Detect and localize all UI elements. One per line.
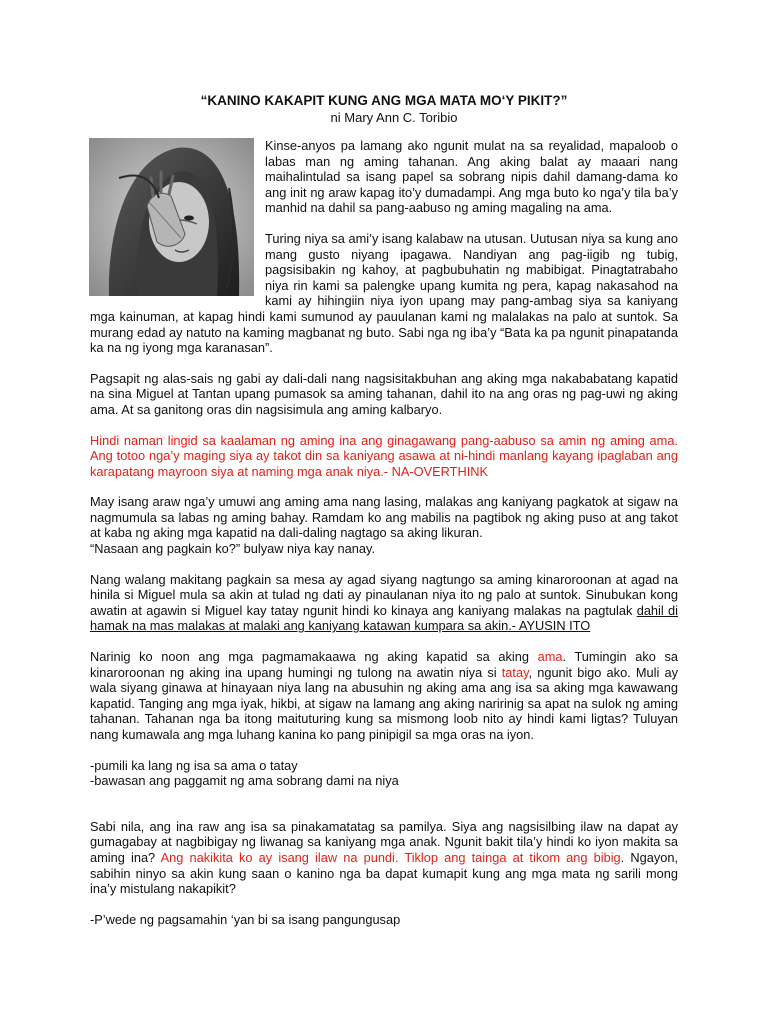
document-body xyxy=(90,138,678,927)
paragraph-3: Pagsapit ng alas-sais ng gabi ay dali-dali nang nagsisitakbuhan ang aking mga nakababatang kapatid na sina Miguel at Tantan upang pumasok sa aming tahanan, dahil ito na ang oras ng pag-uwi ng aking ama. At sa ganitong oras din nagsisimula ang aming kalbaryo. xyxy=(90,370,678,417)
paragraph-7-red-ama: ama xyxy=(537,649,563,665)
document-title: “KANINO KAKAPIT KUNG ANG MGA MATA MO‘Y PIKIT?” xyxy=(200,93,568,108)
spacer xyxy=(90,789,678,819)
paragraph-5-line-1: May isang araw nga’y umuwi ang aming ama nang lasing, malakas ang kaniyang pagkatok at sigaw na nagmumula sa labas ng aming bahay. Ramdam ko ang mabilis na pagtibok ng aking puso at ang takot at kaba ng aking mga kapatid na dali-daling nagtago sa aking likuran. xyxy=(90,494,678,541)
paragraph-7-red-tatay: tatay xyxy=(501,664,529,680)
document-author: ni Mary Ann C. Toribio xyxy=(330,110,458,125)
note-1: -pumili ka lang ng isa sa ama o tatay xyxy=(90,757,298,773)
woman-covering-face-illustration xyxy=(89,138,254,296)
paragraph-7-part-a: Narinig ko noon ang mga pagmamakaawa ng aking kapatid sa aking xyxy=(90,649,538,665)
paragraph-8 xyxy=(90,819,678,897)
paragraph-7 xyxy=(90,649,678,743)
illustration-icon xyxy=(89,138,254,296)
paragraph-1: Kinse-anyos pa lamang ako ngunit mulat na sa reyalidad, mapaloob o labas man ng aming tahanan. Ang aking balat ay maaari nang maihalintulad sa isang papel sa sobrang nipis dahil damang-dama ko ang init ng araw kapag ito’y dumadampi. Ang mga buto ko nga’y tila ba’y manhid na dahil sa pang-aabuso ng aming magaling na ama. xyxy=(265,138,678,216)
paragraph-6-underlined: dahil di hamak na mas malakas at malaki ang kaniyang katawan kumpara sa akin.- AYUSIN ITO xyxy=(90,602,678,634)
paragraph-5 xyxy=(90,494,678,556)
note-2: -bawasan ang paggamit ng ama sobrang dami na niya xyxy=(90,773,399,789)
paragraph-2: Turing niya sa ami’y isang kalabaw na utusan. Uutusan niya sa kung ano mang gusto niyang ipagawa. Nandiyan ang pag-iigib ng tubig, pagsisibakin ng kahoy, at pagbubuhatin ng mabibigat. Pinagtatrabaho niya rin kami sa palengke upang kumita ng pera, kapag nakasahod na kami ay hihingiin niya iyon upang may pang-ambag siya sa kaniyang mga kainuman, at kapag hindi kami sumunod ay pauulanan kami ng malalakas na palo at suntok. Sa murang edad ay natuto na kaming magbanat ng buto. Sabi nga ng iba’y “Bata ka pa ngunit pinapatanda ka na ng iyong mga karanasan”. xyxy=(90,230,678,356)
paragraph-7-part-b: . Tumingin ako sa kinaroroonan ng aking ina upang humingi ng tulong na awatin niya si xyxy=(90,649,678,680)
paragraph-8-part-a: Sabi nila, ang ina raw ang isa sa pinakamatatag sa pamilya. Siya ang nagsisilbing ilaw na dapat ay gumagabay at nagbibigay ng liwanag sa kaniyang mga anak. Ngunit bakit tila’y hindi ko iyon makita sa aming ina? xyxy=(90,818,678,865)
paragraph-8-part-b: . Ngayon, sabihin ninyo sa akin kung saan o kanino nga ba dapat kumapit kung ang mga mata ng sarili mong ina’y mistulang nakapikit? xyxy=(90,849,679,897)
paragraph-4-highlighted: Hindi naman lingid sa kaalaman ng aming ina ang ginagawang pang-aabuso sa amin ng aming ama. Ang totoo nga’y maging siya ay takot din sa kaniyang asawa at ni-hindi manlang kayang ipaglaban ang karapatang mayroon siya at naming mga anak niya.- NA-OVERTHINK xyxy=(90,432,678,479)
paragraph-5-line-2: “Nasaan ang pagkain ko?” bulyaw niya kay nanay. xyxy=(90,541,376,557)
paragraph-7-part-c: , ngunit bigo ako. Muli ay wala siyang ginawa at hinayaan niya lang na abusuhin ng aking ama ang isa sa aking mga kawawang kapatid. Tanging ang mga iyak, hikbi, at sigaw na lamang ang aking naririnig sa apat na sulok ng aming tahanan. Tahanan nga ba itong maituturing kung sa mismong loob nito ay hindi kami ligtas? Tuluyan nang kumawala ang mga luhang kanina ko pang pinipigil sa mga oras na iyon. xyxy=(90,664,678,742)
paragraph-6-text: Nang walang makitang pagkain sa mesa ay agad siyang nagtungo sa aming kinaroroonan at agad na hinila si Miguel mula sa akin at tulad ng dati ay pinaulanan niya ito ng palo at suntok. Sinubukan kong awatin at agawin si Miguel kay tatay ngunit hindi ko kinaya ang kaniyang malakas na pagtulak xyxy=(90,571,678,618)
paragraph-8-red: Ang nakikita ko ay isang ilaw na pundi. Tiklop ang tainga at tikom ang bibig xyxy=(160,849,621,865)
paragraph-6 xyxy=(90,572,678,634)
note-3: -P’wede ng pagsamahin ‘yan bi sa isang pangungusap xyxy=(90,911,401,927)
